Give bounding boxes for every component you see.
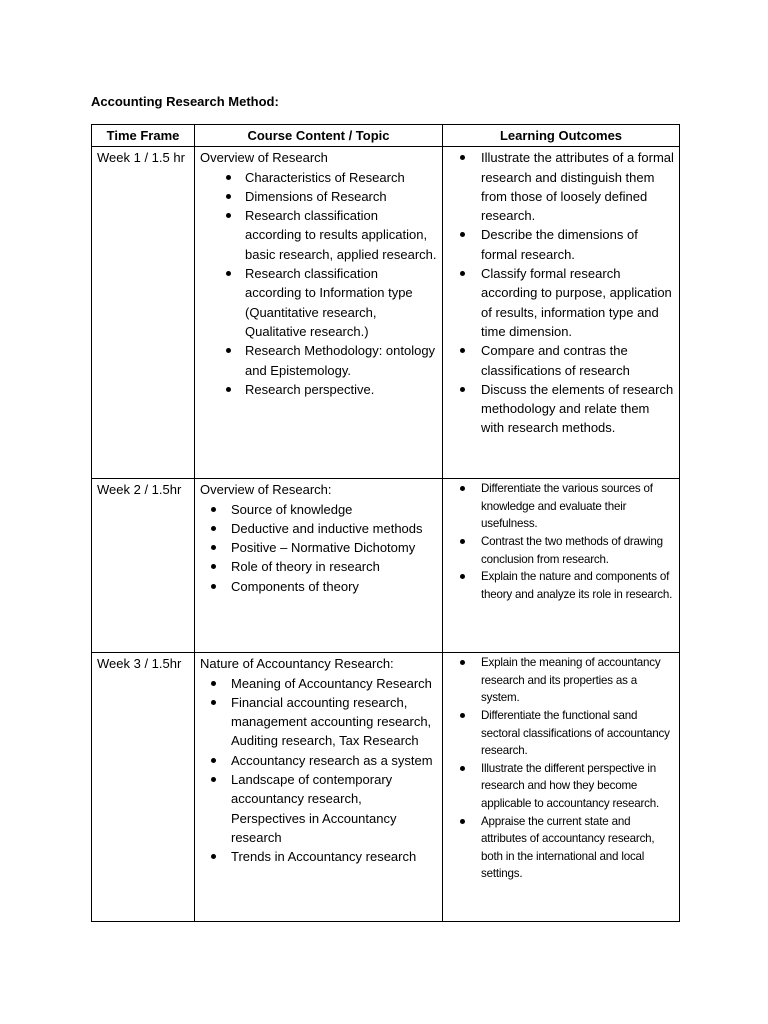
outcome-list [448, 654, 674, 883]
list-item: Discuss the elements of research methodology and relate them with research methods. [481, 380, 674, 438]
list-item: Explain the nature and components of theory and analyze its role in research. [481, 568, 674, 603]
list-item: Dimensions of Research [245, 187, 437, 206]
column-header-learning-outcomes: Learning Outcomes [443, 125, 680, 147]
table-row-week-3 [92, 653, 680, 922]
topic-heading: Overview of Research [200, 150, 328, 166]
list-item: Characteristics of Research [245, 168, 437, 187]
learning-outcomes-cell [443, 479, 680, 653]
table-row-week-2 [92, 479, 680, 653]
outcome-list [448, 480, 674, 603]
topic-heading: Nature of Accountancy Research: [200, 656, 394, 672]
list-item: Research classification according to Information type (Quantitative research, Qualitative research.) [245, 264, 437, 341]
course-content-cell [195, 147, 443, 479]
list-item: Source of knowledge [231, 500, 437, 519]
list-item: Contrast the two methods of drawing conclusion from research. [481, 533, 674, 568]
list-item: Compare and contras the classifications of research [481, 341, 674, 380]
list-item: Differentiate the various sources of knowledge and evaluate their usefulness. [481, 480, 674, 533]
list-item: Landscape of contemporary accountancy research, Perspectives in Accountancy research [231, 770, 437, 847]
column-header-time-frame: Time Frame [92, 125, 195, 147]
list-item: Illustrate the attributes of a formal research and distinguish them from those of loosely defined research. [481, 148, 674, 225]
list-item: Meaning of Accountancy Research [231, 674, 437, 693]
time-frame-cell: Week 1 / 1.5 hr [92, 147, 195, 479]
list-item: Explain the meaning of accountancy research and its properties as a system. [481, 654, 674, 707]
list-item: Accountancy research as a system [231, 751, 437, 770]
outcome-list [448, 148, 674, 437]
list-item: Differentiate the functional sand sectoral classifications of accountancy research. [481, 707, 674, 760]
list-item: Describe the dimensions of formal research. [481, 225, 674, 264]
list-item: Financial accounting research, management accounting research, Auditing research, Tax Research [231, 693, 437, 751]
topic-list [200, 674, 437, 867]
list-item: Research perspective. [245, 380, 437, 399]
list-item: Positive – Normative Dichotomy [231, 538, 437, 557]
list-item: Research classification according to results application, basic research, applied research. [245, 206, 437, 264]
list-item: Research Methodology: ontology and Epistemology. [245, 341, 437, 380]
list-item: Role of theory in research [231, 557, 437, 576]
header-row [92, 125, 680, 147]
syllabus-table [91, 124, 680, 922]
topic-list [200, 168, 437, 400]
list-item: Classify formal research according to purpose, application of results, information type and time dimension. [481, 264, 674, 341]
course-content-cell [195, 653, 443, 922]
list-item: Illustrate the different perspective in research and how they become applicable to accountancy research. [481, 760, 674, 813]
topic-heading: Overview of Research: [200, 482, 332, 498]
column-header-course-content: Course Content / Topic [195, 125, 443, 147]
list-item: Trends in Accountancy research [231, 847, 437, 866]
course-content-cell [195, 479, 443, 653]
list-item: Deductive and inductive methods [231, 519, 437, 538]
list-item: Appraise the current state and attributes of accountancy research, both in the international and local settings. [481, 813, 674, 883]
topic-list [200, 500, 437, 596]
list-item: Components of theory [231, 577, 437, 596]
learning-outcomes-cell [443, 147, 680, 479]
document-title: Accounting Research Method: [91, 94, 279, 109]
time-frame-cell: Week 2 / 1.5hr [92, 479, 195, 653]
learning-outcomes-cell [443, 653, 680, 922]
time-frame-cell: Week 3 / 1.5hr [92, 653, 195, 922]
table-row-week-1 [92, 147, 680, 479]
